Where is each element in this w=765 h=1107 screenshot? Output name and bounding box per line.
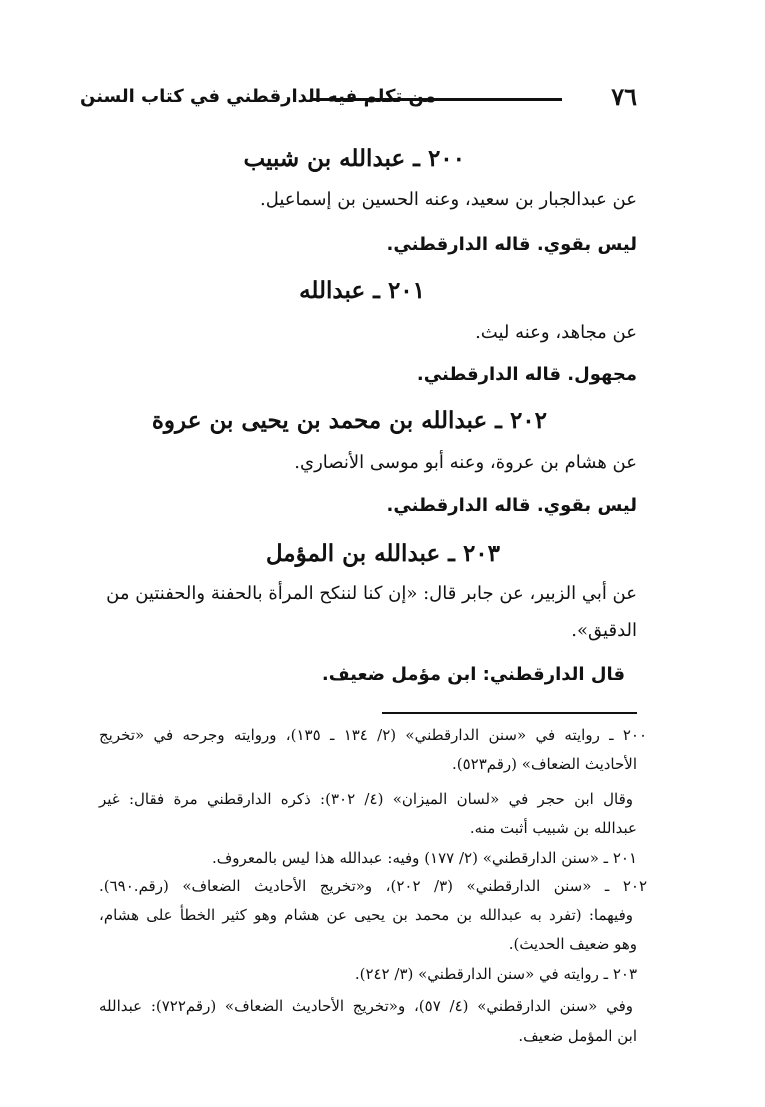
footnote-line: وهو ضعيف الحديث). [508,935,637,953]
footnote-line: وفيهما: (تفرد به عبدالله بن محمد بن يحيى عن هشام وهو كثير الخطأ على هشام، [99,906,633,924]
footnote-line: ٢٠٣ ـ روايته في «سنن الدارقطني» (٣/ ٢٤٢). [354,965,637,983]
page-number: ٧٦ [611,82,637,111]
entry-verdict: قال الدارقطني: ابن مؤمل ضعيف. [321,664,625,685]
entry-text: عن مجاهد، وعنه ليث. [475,322,637,343]
entry-title: ٢٠٣ ـ عبدالله بن المؤمل [265,540,500,567]
footnote-line: ابن المؤمل ضعيف. [518,1027,637,1045]
entry-title: ٢٠٢ ـ عبدالله بن محمد بن يحيى بن عروة [151,407,547,434]
entry-text: عن هشام بن عروة، وعنه أبو موسى الأنصاري. [294,452,637,473]
footnote-line: عبدالله بن شبيب أثبت منه. [469,819,637,837]
footnote-line: وقال ابن حجر في «لسان الميزان» (٤/ ٣٠٢): ذكره الدارقطني مرة فقال: غير [99,790,634,808]
entry-text: عن عبدالجبار بن سعيد، وعنه الحسين بن إسماعيل. [259,189,637,210]
entry-text: عن أبي الزبير، عن جابر قال: «إن كنا لننكح المرأة بالحفنة والحفنتين من [106,583,637,604]
footnote-rule [382,712,637,714]
footnote-line: وفي «سنن الدارقطني» (٤/ ٥٧)، و«تخريج الأحاديث الضعاف» (رقم٧٢٢): عبدالله [99,997,634,1015]
entry-text: الدقيق». [571,620,637,641]
footnote-line: ٢٠١ ـ «سنن الدارقطني» (٢/ ١٧٧) وفيه: عبدالله هذا ليس بالمعروف. [211,849,637,867]
entry-title: ٢٠٠ ـ عبدالله بن شبيب [243,145,465,172]
footnote-line: ٢٠٠ ـ روايته في «سنن الدارقطني» (٢/ ١٣٤ ـ ١٣٥)، وروايته وجرحه في «تخريج [99,726,647,744]
running-title: من تكلم فيه الدارقطني في كتاب السنن [80,86,436,107]
entry-verdict: ليس بقوي. قاله الدارقطني. [386,495,637,516]
footnote-line: ٢٠٢ ـ «سنن الدارقطني» (٣/ ٢٠٢)، و«تخريج الأحاديث الضعاف» (رقم.٦٩٠). [99,877,648,895]
entry-title: ٢٠١ ـ عبدالله [299,277,425,304]
entry-verdict: مجهول. قاله الدارقطني. [416,364,637,385]
entry-verdict: ليس بقوي. قاله الدارقطني. [386,234,637,255]
footnote-line: الأحاديث الضعاف» (رقم٥٢٣). [451,755,637,773]
